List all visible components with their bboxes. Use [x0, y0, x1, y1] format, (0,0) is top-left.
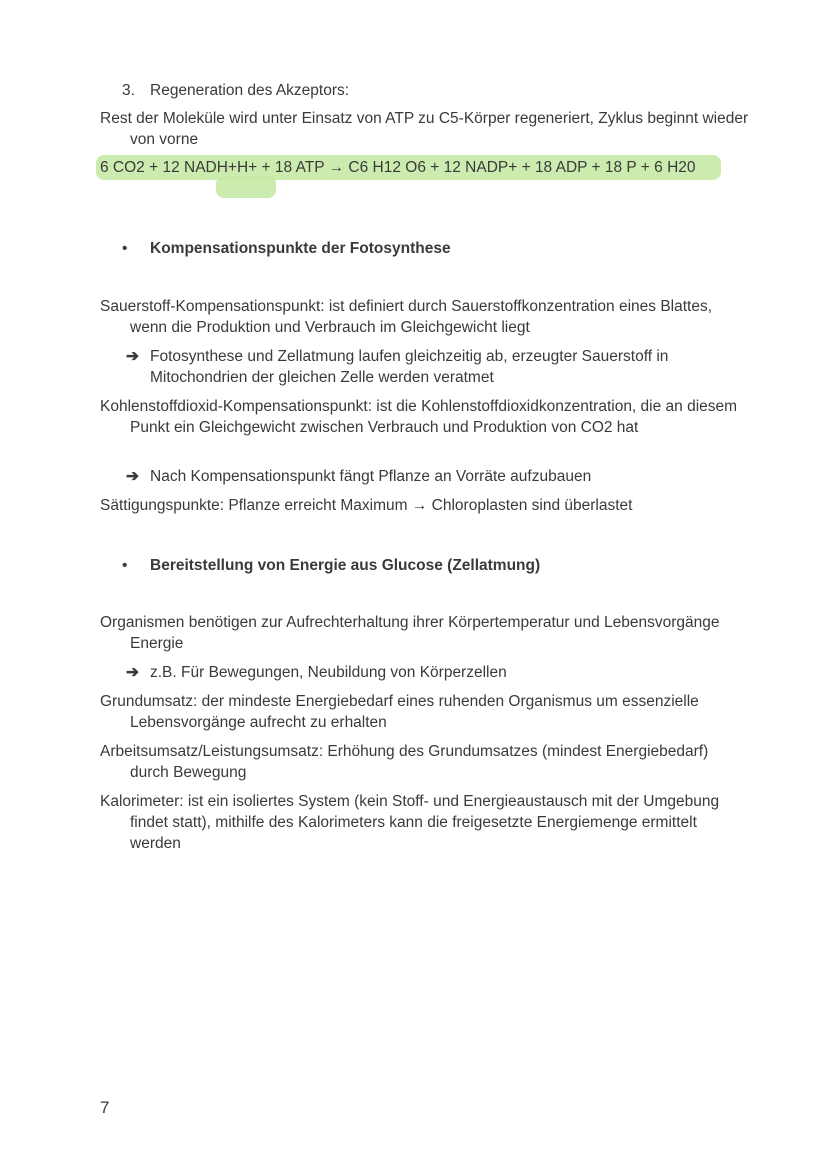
- arrow-item: [126, 346, 740, 388]
- arrow-icon: ➔: [126, 468, 139, 485]
- highlight-mark: [216, 176, 276, 198]
- arrow-icon: ➔: [126, 348, 139, 365]
- page-number: 7: [100, 1098, 110, 1117]
- arrow-item-text: z.B. Für Bewegungen, Neubildung von Körperzellen: [150, 664, 507, 681]
- bullet-icon: •: [122, 557, 128, 574]
- bullet-icon: •: [122, 240, 128, 257]
- arrow-icon: ➔: [126, 664, 139, 681]
- paragraph-kalorimeter: Kalorimeter: ist ein isoliertes System (kein Stoff- und Energieaustausch mit der Umgebung findet statt), mithilfe des Kalorimeters kann die freigesetzte Energiemenge ermittelt werden: [100, 793, 720, 852]
- arrow-item: [126, 466, 740, 487]
- item-number: 3.: [122, 82, 135, 99]
- highlighted-equation: [100, 157, 720, 178]
- arrow-item-text: Fotosynthese und Zellatmung laufen gleichzeitig ab, erzeugter Sauerstoff in Mitochondrien der gleichen Zelle werden veratmet: [150, 348, 669, 386]
- paragraph-saettigung: Sättigungspunkte: Pflanze erreicht Maximum → Chloroplasten sind überlastet: [100, 497, 633, 514]
- paragraph-sauerstoff: Sauerstoff-Kompensationspunkt: ist definiert durch Sauerstoffkonzentration eines Blattes, wenn die Produktion und Verbrauch im Gleichgewicht liegt: [100, 298, 713, 336]
- paragraph-arbeitsumsatz: Arbeitsumsatz/Leistungsumsatz: Erhöhung des Grundumsatzes (mindest Energiebedarf) durch Bewegung: [100, 743, 709, 781]
- section-heading-kompensation: [122, 238, 451, 259]
- section-heading-zellatmung: [122, 555, 540, 576]
- arrow-item: [126, 662, 740, 683]
- numbered-item: [122, 80, 349, 101]
- equation-text: 6 CO2 + 12 NADH+H+ + 18 ATP → C6 H12 O6 + 12 NADP+ + 18 ADP + 18 P + 6 H20: [100, 159, 696, 176]
- heading-text: Bereitstellung von Energie aus Glucose (Zellatmung): [150, 557, 541, 574]
- paragraph-grundumsatz: Grundumsatz: der mindeste Energiebedarf eines ruhenden Organismus um essenzielle Lebensvorgänge aufrecht zu erhalten: [100, 693, 699, 731]
- paragraph-kohlenstoffdioxid: Kohlenstoffdioxid-Kompensationspunkt: ist die Kohlenstoffdioxidkonzentration, die an diesem Punkt ein Gleichgewicht zwischen Verbrauch und Produktion von CO2 hat: [100, 398, 738, 436]
- paragraph-rest: Rest der Moleküle wird unter Einsatz von ATP zu C5-Körper regeneriert, Zyklus beginnt wieder von vorne: [100, 110, 749, 148]
- heading-text: Kompensationspunkte der Fotosynthese: [150, 240, 451, 257]
- paragraph-organismen: Organismen benötigen zur Aufrechterhaltung ihrer Körpertemperatur und Lebensvorgänge Energie: [100, 614, 720, 652]
- arrow-item-text: Nach Kompensationspunkt fängt Pflanze an Vorräte aufzubauen: [150, 468, 592, 485]
- item-text: Regeneration des Akzeptors:: [150, 82, 350, 99]
